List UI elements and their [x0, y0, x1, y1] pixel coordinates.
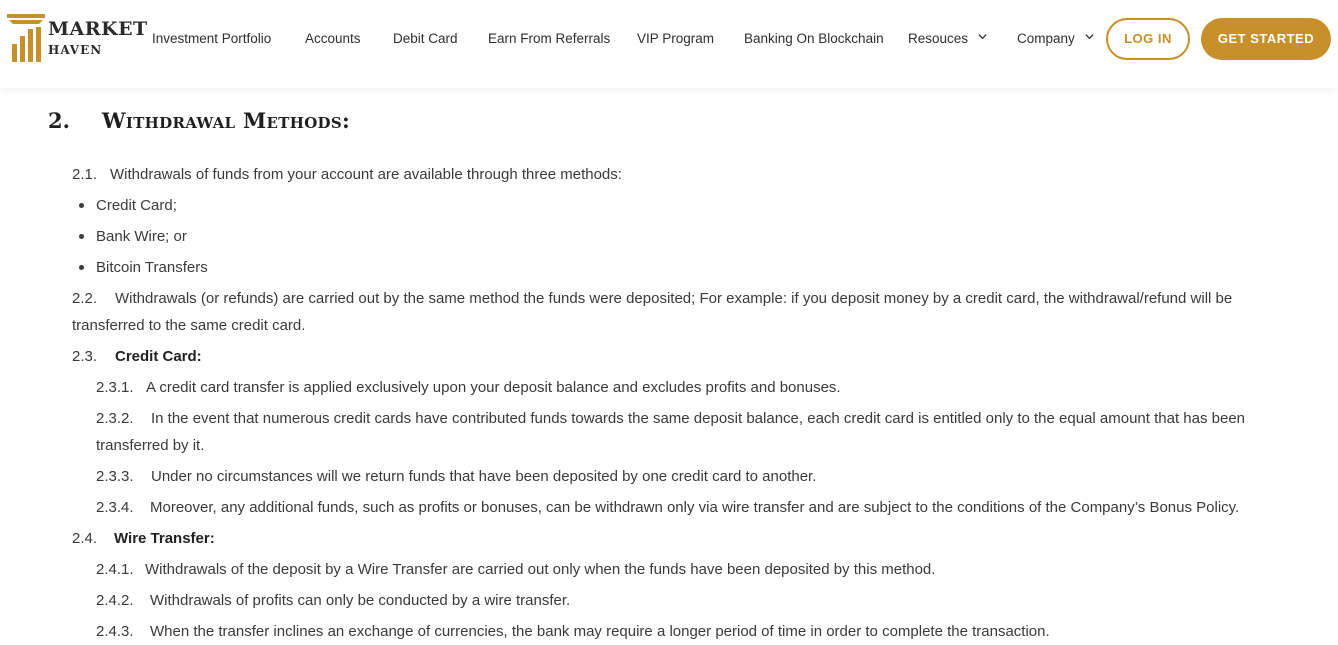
nav-label: Earn From Referrals [488, 31, 611, 46]
list-item: Bitcoin Transfers [96, 259, 208, 276]
clause-text: A credit card transfer is applied exclusively upon your deposit balance and excludes profits and bonuses. [146, 379, 841, 396]
section-heading [48, 108, 350, 134]
nav-label: Banking On Blockchain [744, 31, 884, 46]
clause-text: Withdrawals of funds from your account are available through three methods: [110, 166, 622, 183]
get-started-button[interactable]: GET STARTED [1201, 18, 1331, 60]
nav-label: Debit Card [393, 31, 458, 46]
nav-resources-dropdown[interactable] [908, 31, 987, 47]
clause-2-4-1 [96, 556, 935, 583]
nav-accounts[interactable] [305, 31, 361, 47]
clause-index: 2.3.3. [96, 468, 134, 485]
clause-2-4 [72, 525, 215, 552]
nav-label: Resouces [908, 31, 969, 46]
clause-text: Withdrawals of the deposit by a Wire Transfer are carried out only when the funds have been deposited by this method. [145, 561, 936, 578]
clause-2-3 [72, 343, 202, 370]
clause-2-4-2 [96, 587, 570, 614]
clause-index: 2.4.1. [96, 561, 134, 578]
nav-label: Accounts [305, 31, 361, 46]
clause-2-1 [72, 161, 622, 188]
brand-logo[interactable] [7, 14, 148, 64]
clause-index: 2.4.2. [96, 592, 134, 609]
clause-2-3-2 [96, 405, 1245, 432]
clause-index: 2.3. [72, 348, 98, 365]
clause-text: Under no circumstances will we return funds that have been deposited by one credit card to another. [151, 468, 817, 485]
login-button[interactable]: LOG IN [1106, 18, 1190, 60]
clause-2-3-1 [96, 374, 841, 401]
clause-text: Withdrawals of profits can only be conducted by a wire transfer. [150, 592, 571, 609]
nav-label: Investment Portfolio [152, 31, 272, 46]
clause-text: In the event that numerous credit cards have contributed funds towards the same deposit balance, each credit card is entitled only to the equal amount that has been [151, 410, 1246, 427]
bullet-dot [79, 203, 84, 208]
nav-earn-from-referrals[interactable] [488, 31, 610, 47]
nav-label: VIP Program [637, 31, 715, 46]
nav-vip-program[interactable] [637, 31, 714, 47]
nav-investment-portfolio[interactable] [152, 31, 271, 47]
clause-index: 2.3.1. [96, 379, 134, 396]
clause-2-3-2-continued: transferred by it. [96, 437, 205, 454]
nav-company-dropdown[interactable] [1017, 31, 1094, 47]
nav-label: Company [1017, 31, 1075, 46]
clause-2-2-continued: transferred to the same credit card. [72, 317, 306, 334]
brand-name-line1: MARKET [48, 18, 148, 40]
clause-text: When the transfer inclines an exchange of currencies, the bank may require a longer period of time in order to complete the transaction. [150, 623, 1050, 640]
clause-text: Moreover, any additional funds, such as profits or bonuses, can be withdrawn only via wire transfer and are subject to the conditions of the Company’s Bonus Policy. [150, 499, 1240, 516]
clause-index: 2.2. [72, 290, 98, 307]
pillar-logo-icon [7, 14, 47, 64]
clause-index: 2.3.2. [96, 410, 134, 427]
clause-heading: Credit Card: [115, 348, 202, 365]
clause-text: Withdrawals (or refunds) are carried out by the same method the funds were deposited; For example: if you deposit money by a credit card, the withdrawal/refund will be [115, 290, 1233, 307]
section-number: 2. [48, 108, 70, 133]
list-item: Credit Card; [96, 197, 177, 214]
bullet-dot [79, 234, 84, 239]
nav-debit-card[interactable] [393, 31, 458, 47]
clause-index: 2.1. [72, 166, 98, 183]
clause-heading: Wire Transfer: [114, 530, 215, 547]
chevron-down-icon [1085, 32, 1094, 41]
clause-index: 2.4.3. [96, 623, 134, 640]
clause-2-3-3 [96, 463, 816, 490]
clause-2-2 [72, 285, 1232, 312]
section-title: Withdrawal Methods: [102, 108, 351, 133]
bullet-dot [79, 265, 84, 270]
brand-name-line2: HAVEN [48, 43, 103, 57]
site-header [0, 0, 1338, 88]
nav-banking-on-blockchain[interactable] [744, 31, 884, 47]
clause-2-4-3 [96, 618, 1050, 645]
clause-index: 2.3.4. [96, 499, 134, 516]
list-item: Bank Wire; or [96, 228, 187, 245]
chevron-down-icon [978, 32, 987, 41]
clause-2-3-4 [96, 494, 1239, 521]
clause-index: 2.4. [72, 530, 98, 547]
